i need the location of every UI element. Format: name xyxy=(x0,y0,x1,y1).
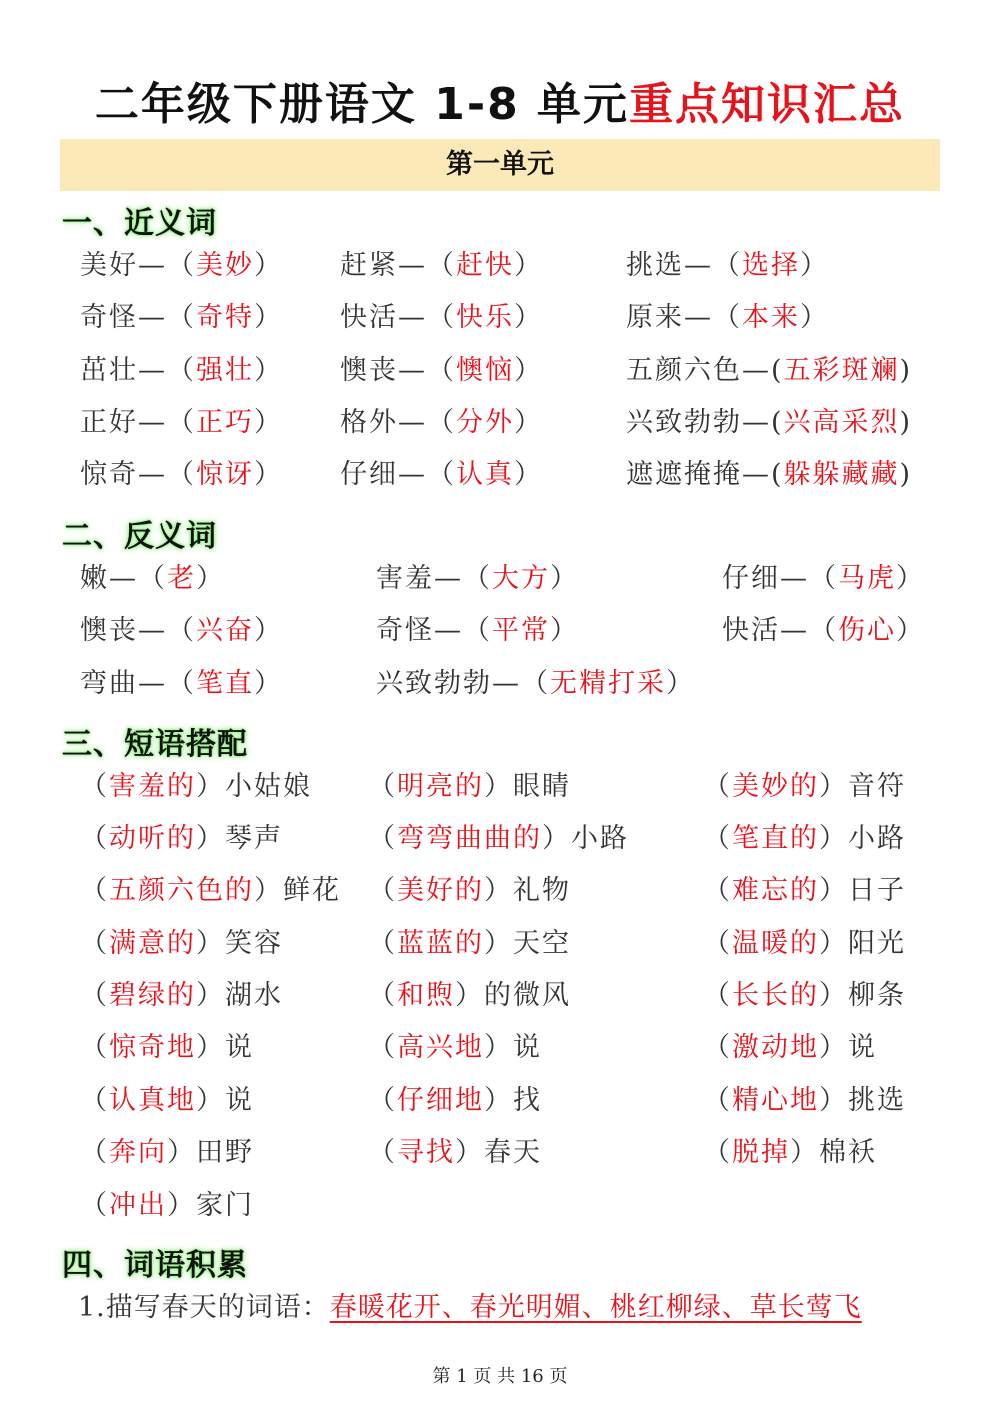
phrase-noun: 柳条 xyxy=(848,980,906,1011)
word-pair xyxy=(80,351,283,391)
close-bracket: ） xyxy=(196,1032,225,1063)
close-bracket: ） xyxy=(196,563,225,594)
phrase-item xyxy=(368,976,571,1016)
answer: 五颜六色的 xyxy=(109,875,254,906)
phrase-row xyxy=(0,767,1000,807)
open-bracket: （ xyxy=(368,823,397,854)
open-bracket: （ xyxy=(703,1032,732,1063)
open-bracket: （ xyxy=(368,875,397,906)
answer: 奔向 xyxy=(109,1137,167,1168)
phrase-row xyxy=(0,1028,1000,1068)
phrase-item xyxy=(368,1133,542,1173)
close-bracket: ） xyxy=(455,980,484,1011)
word-pair xyxy=(80,611,283,651)
word: 嫩—（ xyxy=(80,563,167,594)
answer: 高兴地 xyxy=(397,1032,484,1063)
answer: 害羞的 xyxy=(109,771,196,802)
open-bracket: （ xyxy=(703,1085,732,1116)
antonym-row xyxy=(0,611,1000,651)
phrase-item xyxy=(703,1133,877,1173)
section-heading-vocabulary: 四、词语积累 xyxy=(62,1248,248,1283)
answer: 美好的 xyxy=(397,875,484,906)
phrase-item xyxy=(80,1081,254,1121)
word-pair xyxy=(80,403,283,443)
close-bracket: ） xyxy=(896,563,925,594)
answer: 兴奋 xyxy=(196,615,254,646)
close-bracket: ） xyxy=(819,875,848,906)
open-bracket: （ xyxy=(80,1085,109,1116)
close-bracket: ） xyxy=(484,875,513,906)
close-bracket: ） xyxy=(254,875,283,906)
close-bracket: ） xyxy=(196,823,225,854)
antonym-row xyxy=(0,559,1000,599)
phrase-item xyxy=(80,819,283,859)
phrase-row xyxy=(0,1133,1000,1173)
phrase-noun: 说 xyxy=(848,1032,877,1063)
answer: 大方 xyxy=(492,563,550,594)
close-bracket: ） xyxy=(196,771,225,802)
word: 美好—（ xyxy=(80,250,196,281)
open-bracket: （ xyxy=(80,1190,109,1221)
open-bracket: （ xyxy=(703,928,732,959)
synonym-row xyxy=(0,298,1000,338)
phrase-row xyxy=(0,871,1000,911)
answer: 无精打采 xyxy=(550,668,666,699)
phrase-noun: 说 xyxy=(225,1032,254,1063)
close-bracket: ） xyxy=(896,615,925,646)
close-bracket: ） xyxy=(167,1190,196,1221)
answer: 激动地 xyxy=(732,1032,819,1063)
close-bracket: ） xyxy=(254,250,283,281)
word-pair xyxy=(80,455,283,495)
phrase-noun: 礼物 xyxy=(513,875,571,906)
phrase-item xyxy=(80,1186,254,1226)
section-heading-synonyms: 一、近义词 xyxy=(62,206,217,241)
word-pair xyxy=(376,559,579,599)
answer: 正巧 xyxy=(196,407,254,438)
close-bracket: ） xyxy=(514,250,543,281)
answer: 蓝蓝的 xyxy=(397,928,484,959)
word-pair xyxy=(80,664,283,704)
synonym-row xyxy=(0,403,1000,443)
open-bracket: （ xyxy=(368,1032,397,1063)
phrase-item xyxy=(80,976,283,1016)
open-bracket: （ xyxy=(368,928,397,959)
word: 害羞—（ xyxy=(376,563,492,594)
answer: 动听的 xyxy=(109,823,196,854)
answer: 兴高采烈 xyxy=(783,407,900,438)
document-title xyxy=(0,68,1000,132)
word: 兴致勃勃—( xyxy=(626,407,784,438)
vocabulary-item-label: 1.描写春天的词语： xyxy=(78,1292,330,1323)
word-pair xyxy=(626,455,912,495)
open-bracket: （ xyxy=(703,823,732,854)
phrase-item xyxy=(80,871,341,911)
word-pair xyxy=(80,559,225,599)
phrase-noun: 找 xyxy=(513,1085,542,1116)
phrase-noun: 阳光 xyxy=(848,928,906,959)
close-bracket: ） xyxy=(254,302,283,333)
close-bracket: ） xyxy=(514,355,543,386)
phrase-item xyxy=(80,767,312,807)
close-bracket: ） xyxy=(254,407,283,438)
close-bracket: ） xyxy=(819,823,848,854)
close-bracket: ） xyxy=(542,823,571,854)
close-bracket: ） xyxy=(819,1085,848,1116)
phrase-item xyxy=(368,1028,542,1068)
answer: 惊奇地 xyxy=(109,1032,196,1063)
phrase-noun: 湖水 xyxy=(225,980,283,1011)
word-pair xyxy=(722,559,925,599)
phrase-item xyxy=(703,1081,906,1121)
close-bracket: ) xyxy=(899,355,913,386)
answer: 明亮的 xyxy=(397,771,484,802)
phrase-noun: 眼睛 xyxy=(513,771,571,802)
open-bracket: （ xyxy=(703,771,732,802)
close-bracket: ） xyxy=(196,980,225,1011)
answer: 笔直的 xyxy=(732,823,819,854)
close-bracket: ) xyxy=(899,407,913,438)
answer: 平常 xyxy=(492,615,550,646)
word-pair xyxy=(626,246,829,286)
phrase-item xyxy=(368,871,571,911)
phrase-item xyxy=(80,1028,254,1068)
close-bracket: ） xyxy=(550,563,579,594)
open-bracket: （ xyxy=(368,980,397,1011)
word-pair xyxy=(340,351,543,391)
phrase-noun: 笑容 xyxy=(225,928,283,959)
close-bracket: ） xyxy=(196,928,225,959)
phrase-item xyxy=(703,1028,877,1068)
phrase-noun: 琴声 xyxy=(225,823,283,854)
close-bracket: ） xyxy=(484,1032,513,1063)
open-bracket: （ xyxy=(703,980,732,1011)
close-bracket: ） xyxy=(819,980,848,1011)
word: 茁壮—（ xyxy=(80,355,196,386)
page-footer: 第 1 页 共 16 页 xyxy=(432,1366,568,1387)
phrase-noun: 说 xyxy=(225,1085,254,1116)
answer: 赶快 xyxy=(456,250,514,281)
open-bracket: （ xyxy=(80,928,109,959)
word: 懊丧—（ xyxy=(340,355,456,386)
phrase-item xyxy=(368,819,629,859)
phrase-item xyxy=(80,924,283,964)
phrase-row xyxy=(0,1081,1000,1121)
open-bracket: （ xyxy=(80,771,109,802)
answer: 长长的 xyxy=(732,980,819,1011)
open-bracket: （ xyxy=(703,875,732,906)
phrase-item xyxy=(703,767,906,807)
word: 挑选—（ xyxy=(626,250,742,281)
close-bracket: ） xyxy=(800,302,829,333)
word-pair xyxy=(722,611,925,651)
close-bracket: ） xyxy=(254,615,283,646)
word-pair xyxy=(626,298,829,338)
close-bracket: ） xyxy=(254,459,283,490)
synonym-row xyxy=(0,246,1000,286)
answer: 寻找 xyxy=(397,1137,455,1168)
answer: 本来 xyxy=(742,302,800,333)
phrase-row xyxy=(0,1186,1000,1226)
phrase-noun: 小路 xyxy=(571,823,629,854)
answer: 脱掉 xyxy=(732,1137,790,1168)
phrase-noun: 音符 xyxy=(848,771,906,802)
open-bracket: （ xyxy=(80,875,109,906)
answer: 美妙 xyxy=(196,250,254,281)
word-pair xyxy=(340,455,543,495)
word: 赶紧—（ xyxy=(340,250,456,281)
answer: 碧绿的 xyxy=(109,980,196,1011)
phrase-noun: 春天 xyxy=(484,1137,542,1168)
close-bracket: ） xyxy=(666,668,695,699)
open-bracket: （ xyxy=(80,823,109,854)
phrase-noun: 小路 xyxy=(848,823,906,854)
antonym-row xyxy=(0,664,1000,704)
phrase-row xyxy=(0,924,1000,964)
close-bracket: ） xyxy=(514,459,543,490)
phrase-item xyxy=(703,819,906,859)
answer: 伤心 xyxy=(838,615,896,646)
vocabulary-item xyxy=(78,1288,862,1328)
phrase-noun: 天空 xyxy=(513,928,571,959)
answer: 奇特 xyxy=(196,302,254,333)
open-bracket: （ xyxy=(80,1032,109,1063)
answer: 快乐 xyxy=(456,302,514,333)
close-bracket: ） xyxy=(254,355,283,386)
open-bracket: （ xyxy=(368,1085,397,1116)
phrase-noun: 挑选 xyxy=(848,1085,906,1116)
answer: 精心地 xyxy=(732,1085,819,1116)
word-pair xyxy=(376,611,579,651)
title-main: 二年级下册语文 1-8 单元 xyxy=(94,79,630,130)
word-pair xyxy=(80,246,283,286)
phrase-item xyxy=(703,871,906,911)
synonym-row xyxy=(0,351,1000,391)
answer: 满意的 xyxy=(109,928,196,959)
close-bracket: ） xyxy=(484,928,513,959)
word: 仔细—（ xyxy=(340,459,456,490)
title-highlight: 重点知识汇总 xyxy=(629,79,906,130)
answer: 认真地 xyxy=(109,1085,196,1116)
word: 快活—（ xyxy=(340,302,456,333)
word-pair xyxy=(340,246,543,286)
synonym-row xyxy=(0,455,1000,495)
open-bracket: （ xyxy=(80,1137,109,1168)
phrase-noun: 田野 xyxy=(196,1137,254,1168)
phrase-item xyxy=(703,924,906,964)
answer: 冲出 xyxy=(109,1190,167,1221)
answer: 温暖的 xyxy=(732,928,819,959)
close-bracket: ） xyxy=(819,928,848,959)
close-bracket: ） xyxy=(196,1085,225,1116)
word: 格外—（ xyxy=(340,407,456,438)
word: 奇怪—（ xyxy=(80,302,196,333)
word: 正好—（ xyxy=(80,407,196,438)
close-bracket: ） xyxy=(800,250,829,281)
answer: 躲躲藏藏 xyxy=(783,459,900,490)
answer: 马虎 xyxy=(838,563,896,594)
word: 原来—（ xyxy=(626,302,742,333)
word-pair xyxy=(376,664,695,704)
word: 遮遮掩掩—( xyxy=(626,459,784,490)
close-bracket: ） xyxy=(550,615,579,646)
word: 兴致勃勃—（ xyxy=(376,668,550,699)
close-bracket: ） xyxy=(484,771,513,802)
answer: 笔直 xyxy=(196,668,254,699)
answer: 认真 xyxy=(456,459,514,490)
phrase-item xyxy=(368,1081,542,1121)
section-heading-phrases: 三、短语搭配 xyxy=(62,727,248,762)
phrase-noun: 说 xyxy=(513,1032,542,1063)
word: 快活—（ xyxy=(722,615,838,646)
phrase-noun: 棉袄 xyxy=(819,1137,877,1168)
section-heading-antonyms: 二、反义词 xyxy=(62,519,217,554)
word-pair xyxy=(626,403,912,443)
close-bracket: ） xyxy=(790,1137,819,1168)
answer: 弯弯曲曲的 xyxy=(397,823,542,854)
answer: 懊恼 xyxy=(456,355,514,386)
answer: 和煦 xyxy=(397,980,455,1011)
word: 五颜六色—( xyxy=(626,355,784,386)
answer: 难忘的 xyxy=(732,875,819,906)
close-bracket: ） xyxy=(514,302,543,333)
phrase-noun: 的微风 xyxy=(484,980,571,1011)
word: 仔细—（ xyxy=(722,563,838,594)
close-bracket: ） xyxy=(254,668,283,699)
unit-title-bar: 第一单元 xyxy=(60,139,940,191)
answer: 美妙的 xyxy=(732,771,819,802)
vocabulary-item-answer: 春暖花开、春光明媚、桃红柳绿、草长莺飞 xyxy=(329,1292,862,1323)
word-pair xyxy=(340,403,543,443)
word-pair xyxy=(340,298,543,338)
word: 奇怪—（ xyxy=(376,615,492,646)
word-pair xyxy=(626,351,912,391)
open-bracket: （ xyxy=(703,1137,732,1168)
close-bracket: ） xyxy=(819,771,848,802)
word: 弯曲—（ xyxy=(80,668,196,699)
answer: 分外 xyxy=(456,407,514,438)
word-pair xyxy=(80,298,283,338)
phrase-noun: 小姑娘 xyxy=(225,771,312,802)
answer: 选择 xyxy=(742,250,800,281)
open-bracket: （ xyxy=(80,980,109,1011)
close-bracket: ） xyxy=(484,1085,513,1116)
phrase-noun: 日子 xyxy=(848,875,906,906)
phrase-row xyxy=(0,976,1000,1016)
close-bracket: ） xyxy=(819,1032,848,1063)
answer: 老 xyxy=(167,563,196,594)
phrase-noun: 家门 xyxy=(196,1190,254,1221)
close-bracket: ） xyxy=(514,407,543,438)
open-bracket: （ xyxy=(368,771,397,802)
phrase-item xyxy=(703,976,906,1016)
answer: 惊讶 xyxy=(196,459,254,490)
word: 懊丧—（ xyxy=(80,615,196,646)
close-bracket: ) xyxy=(899,459,913,490)
phrase-item xyxy=(368,767,571,807)
answer: 强壮 xyxy=(196,355,254,386)
close-bracket: ） xyxy=(455,1137,484,1168)
close-bracket: ） xyxy=(167,1137,196,1168)
phrase-noun: 鲜花 xyxy=(283,875,341,906)
open-bracket: （ xyxy=(368,1137,397,1168)
phrase-item xyxy=(80,1133,254,1173)
phrase-row xyxy=(0,819,1000,859)
answer: 五彩斑斓 xyxy=(783,355,900,386)
phrase-item xyxy=(368,924,571,964)
answer: 仔细地 xyxy=(397,1085,484,1116)
word: 惊奇—（ xyxy=(80,459,196,490)
